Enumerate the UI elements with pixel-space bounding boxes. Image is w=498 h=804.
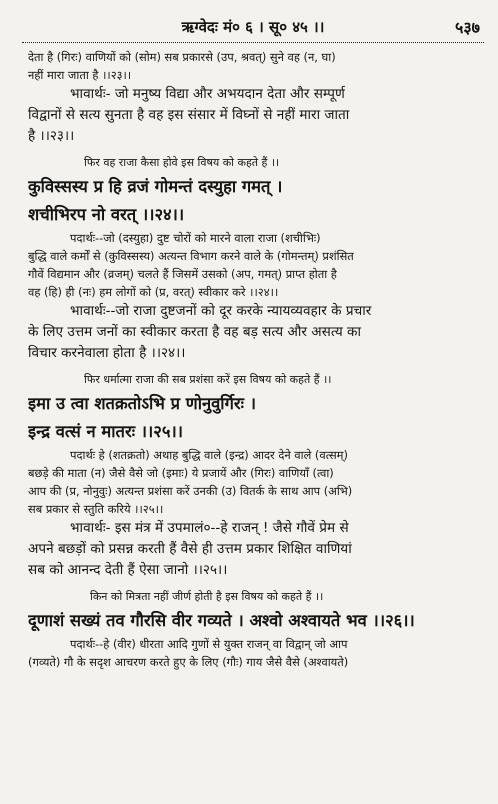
header-title: ऋग्वेदः मं० ६ । सू० ४५ ।। [181, 18, 325, 36]
text-line: विचार करनेवाला होता है ।।२४।। [28, 345, 186, 361]
page-number: ५३७ [455, 18, 480, 37]
topic-intro: फिर वह राजा कैसा होवे इस विषय को कहते हैं ।। [84, 156, 280, 169]
text-line: विद्वानों से सत्य सुनता है वह इस संसार में विघ्नों से नहीं मारा जाता [28, 107, 350, 123]
text-line: बछड़े की माता (न) जैसे वैसे जो (इमाः) ये प्रजायें और (गिरः) वाणियाँ (त्वा) [28, 466, 334, 480]
text-line: आप की (प्र, नोनुवुः) अत्यन्त प्रशंसा करें उनकी (उ) वितर्क के साथ आप (अभि) [28, 484, 353, 498]
verse-line: इन्द्र वत्सं न मातरः ।।२५।। [28, 422, 183, 441]
text-line: अपने बछड़ों को प्रसन्न करती हैं वैसे ही उत्तम प्रकार शिक्षित वाणियां [28, 541, 352, 557]
padartha-line: पदार्थः--जो (दस्युहा) दुष्ट चोरों को मारने वाला राजा (शचीभिः) [70, 231, 321, 245]
verse-line: इमा उ त्वा शतक्रतोऽभि प्र णोनुवुर्गिरः । [28, 394, 256, 413]
text-line: वह (हि) ही (नः) हम लोगों को (प्र, वरत्) स्वीकार करे ।।२४।। [28, 285, 279, 299]
text-line: (गव्यते) गौ के सदृश आचरण करते हुए के लिए (गौः) गाय जैसे वैसे (अश्वायते) [28, 655, 349, 669]
text-line: के लिए उत्तम जनों का स्वीकार करता है वह बड़ सत्य और असत्य का [28, 324, 361, 340]
bhavartha-line: भावार्थः--जो राजा दुष्टजनों को दूर करके न्यायव्यवहार के प्रचार [70, 303, 372, 319]
header-rule [22, 42, 484, 43]
text-line: देता है (गिरः) वाणियों को (सोम) सब प्रकारसे (उप, श्रवत्) सुने वह (न, घा) [28, 50, 336, 64]
text-line: सब को आनन्द देती हैं ऐसा जानो ।।२५।। [28, 562, 228, 578]
page-body [28, 48, 484, 671]
verse-line: दूणाशं सख्यं तव गौरसि वीर गव्यते । अश्वो अश्वायते भव ।।२६।। [28, 611, 415, 630]
bhavartha-line: भावार्थः- जो मनुष्य विद्या और अभयदान देता और सम्पूर्ण [70, 86, 345, 102]
verse-line: कुविस्सस्य प्र हि व्रजं गोमन्तं दस्युहा गमत् । [28, 177, 283, 196]
text-line: बुद्धि वाले कर्मों से (कुविस्सस्य) अत्यन्त विभाग करने वाले के (गोमन्तम्) प्रशंसित [28, 249, 354, 263]
text-line: गौवें विद्यमान और (व्रजम्) चलते हैं जिसमें उसको (अप, गमत्) प्राप्त होता है [28, 267, 337, 281]
text-line: सब प्रकार से स्तुति करिये ।।२५।। [28, 502, 164, 516]
text-line: है ।।२३।। [28, 128, 75, 144]
topic-intro: किन को मित्रता नहीं जीर्ण होती है इस विषय को कहते हैं ।। [90, 590, 324, 603]
padartha-line: पदार्थः हे (शतक्रतो) अथाह बुद्धि वाले (इन्द्र) आदर देने वाले (वत्सम्) [70, 448, 348, 462]
text-line: नहीं मारा जाता है ।।२३।। [28, 68, 132, 82]
bhavartha-line: भावार्थः- इस मंत्र में उपमालं०--हे राजन् ! जैसे गौवें प्रेम से [70, 520, 349, 536]
verse-line: शचीभिरप नो वरत् ।।२४।। [28, 205, 185, 224]
running-header [22, 16, 484, 38]
topic-intro: फिर धर्मात्मा राजा की सब प्रशंसा करें इस विषय को कहते हैं ।। [84, 373, 332, 386]
padartha-line: पदार्थः--हे (वीर) धीरता आदि गुणों से युक्त राजन् वा विद्वान् जो आप [70, 637, 348, 651]
